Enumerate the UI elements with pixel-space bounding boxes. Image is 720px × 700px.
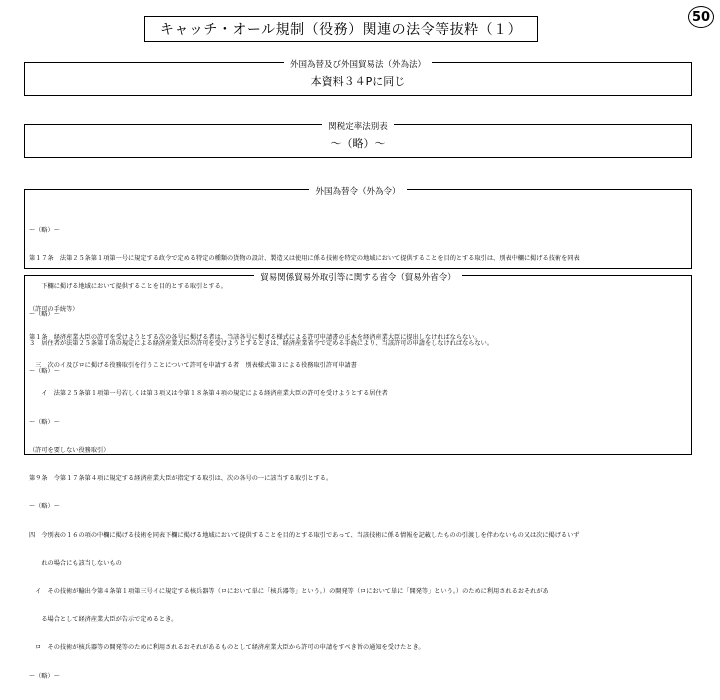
section-foreign-exchange-act bbox=[24, 62, 692, 96]
text-line: ～（略）～ bbox=[29, 503, 60, 511]
text-line: ～（略）～ bbox=[29, 418, 60, 426]
section-label: 貿易関係貿易外取引等に関する省令（貿易外省令） bbox=[254, 273, 462, 283]
text-line: 下欄に掲げる地域において提供することを目的とする取引とする。 bbox=[29, 283, 227, 291]
section-customs-tariff bbox=[24, 124, 692, 158]
text-line: 四 令別表の１６の項の中欄に掲げる技術を同表下欄に掲げる地域において提供することを目的とする取引であって、当該技術に係る情報を記載したものの引渡しを伴わないもの又は次に掲げるいず bbox=[29, 531, 580, 539]
section-trade-ordinance bbox=[24, 273, 692, 680]
text-line: 第１７条 法第２５条第１項第一号に規定する政令で定める特定の種類の貨物の設計、製造又は使用に係る技術を特定の地域において提供することを目的とする取引は、別表中欄に掲げる技術を同表 bbox=[29, 255, 580, 263]
text-line: ～（略）～ bbox=[29, 226, 60, 234]
text-line: れの場合にも該当しないもの bbox=[29, 559, 122, 567]
text-line: 第９条 令第１７条第４項に規定する経済産業大臣が指定する取引は、次の各号の一に該当する取引とする。 bbox=[29, 475, 333, 483]
text-line: 第１条 経済産業大臣の許可を受けようとする次の各号に掲げる者は、当該各号に掲げる様式による許可申請書の正本を経済産業大臣に提出しなければならない。 bbox=[29, 334, 481, 342]
text-line: ロ その技術が核兵器等の開発等のために利用されるおそれがあるものとして経済産業大臣から許可の申請をすべき旨の通知を受けたとき。 bbox=[29, 644, 425, 652]
page-number-badge: 50 bbox=[688, 6, 714, 28]
section-label: 関税定率法別表 bbox=[322, 122, 394, 132]
text-line: ～（略）～ bbox=[29, 672, 60, 680]
text-line: る場合として経済産業大臣が告示で定めるとき。 bbox=[29, 616, 178, 624]
text-line: 三 次のイ及びロに掲げる役務取引を行うことについて許可を申請する者 別表様式第３による役務取引許可申請書 bbox=[29, 362, 357, 370]
page-title: キャッチ・オール規制（役務）関連の法令等抜粋（１） bbox=[144, 16, 538, 42]
text-line: ～（略）～ bbox=[29, 367, 60, 375]
text-line: イ その技術が輸出令第４条第１項第三号イに規定する核兵器等（ロにおいて単に「核兵器等」という。）の開発等（ロにおいて単に「開発等」という。）のために利用されるおそれがあ bbox=[29, 588, 549, 595]
section-content: ～（略）～ bbox=[330, 137, 386, 150]
text-line: （許可を要しない役務取引） bbox=[29, 446, 110, 454]
text-line: ～（略）～ bbox=[29, 311, 60, 319]
text-line: （許可の手続等） bbox=[29, 305, 79, 313]
section-content: 本資料３４Pに同じ bbox=[310, 75, 406, 88]
section-label: 外国為替及び外国貿易法（外為法） bbox=[284, 60, 432, 70]
section-body bbox=[29, 286, 687, 700]
text-line: イ 法第２５条第１項第一号若しくは第３項又は令第１８条第４項の規定による経済産業大臣の許可を受けようとする居住者 bbox=[29, 390, 388, 398]
text-line: ３ 居住者が法第２５条第１項の規定による経済産業大臣の許可を受けようとするときは、経済産業省令で定める手続により、当該許可の申請をしなければならない。 bbox=[29, 339, 494, 347]
section-label: 外国為替令（外為令） bbox=[309, 187, 406, 197]
